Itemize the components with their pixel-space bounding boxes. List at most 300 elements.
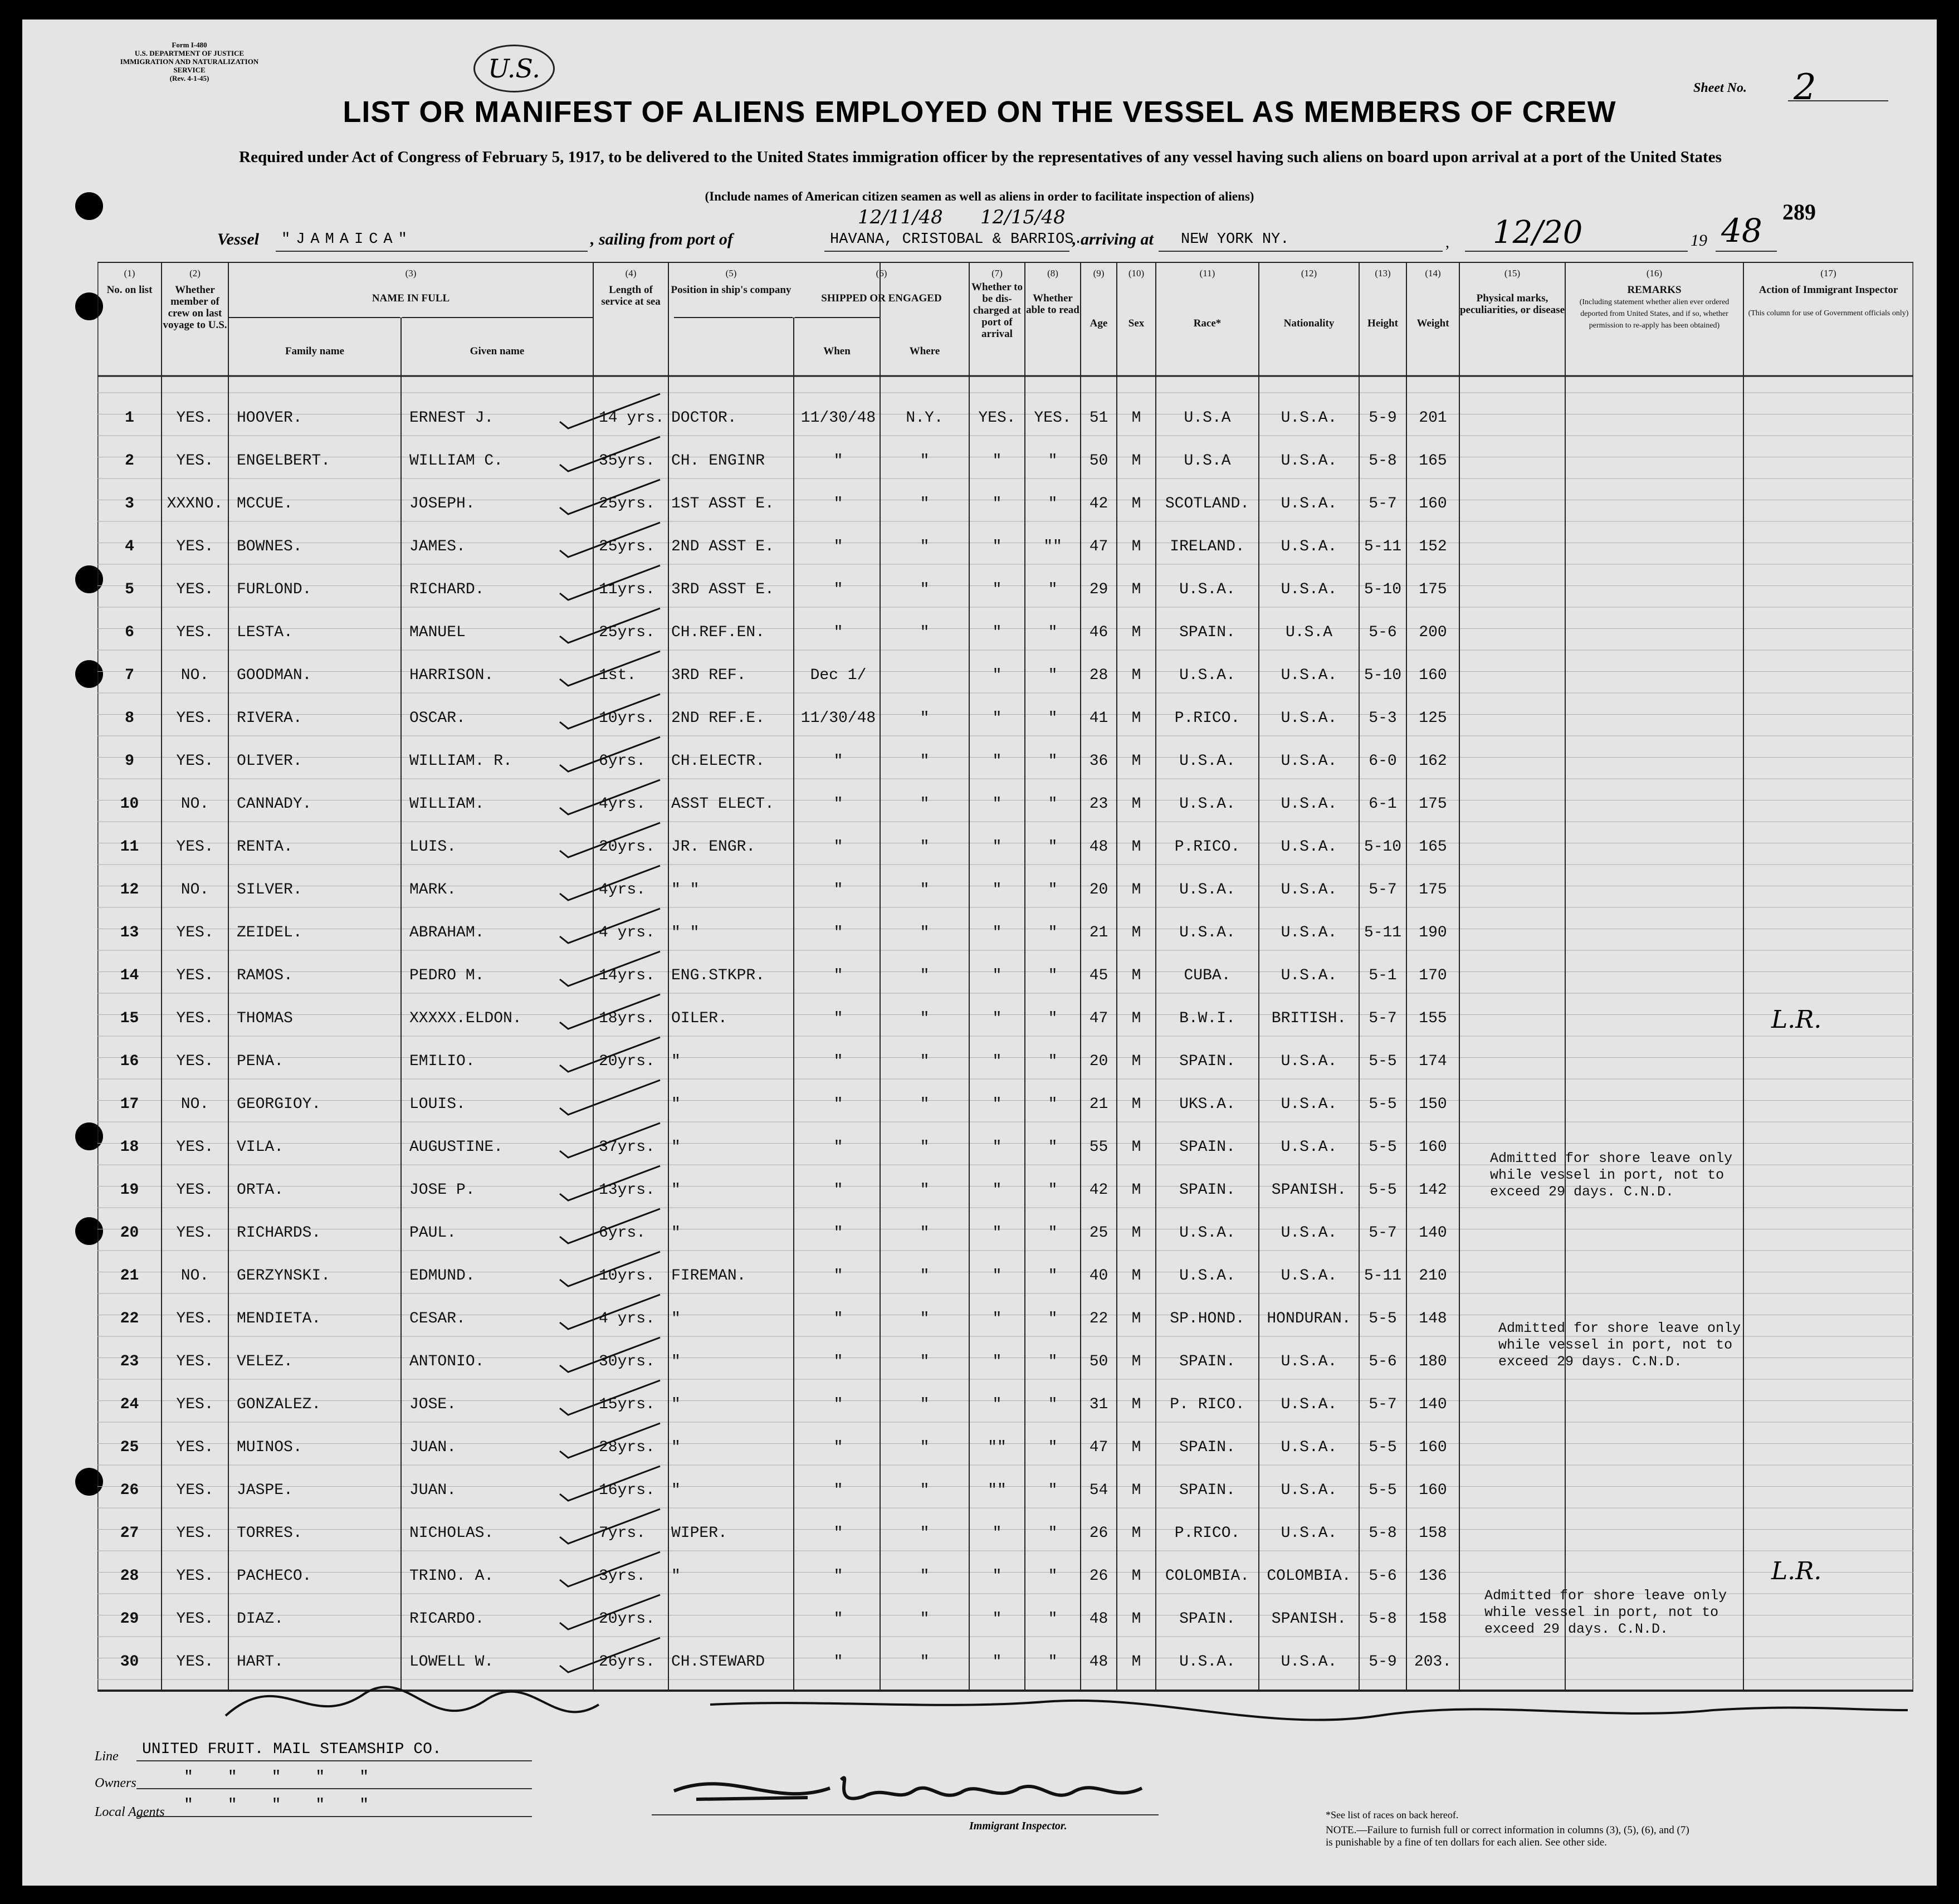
cell-no: 2 [125, 452, 134, 470]
cell-read: " [1048, 710, 1058, 727]
cell-sex: M [1131, 1525, 1141, 1542]
cell-height: 5-11 [1364, 924, 1402, 941]
cell-discharged: " [992, 1010, 1002, 1027]
cell-where: " [920, 452, 930, 470]
cell-height: 5-7 [1369, 1396, 1397, 1413]
column-number: (8) [1047, 268, 1058, 279]
cell-read: " [1048, 1482, 1058, 1499]
cell-age: 48 [1089, 838, 1108, 856]
cell-where: " [920, 881, 930, 899]
header-age: Age [1090, 318, 1108, 329]
cell-position: 3RD ASST E. [671, 581, 774, 598]
cell-given: XXXXX.ELDON. [409, 1010, 522, 1027]
cell-height: 6-0 [1369, 753, 1397, 770]
cell-nationality: U.S.A. [1281, 753, 1337, 770]
cell-no: 4 [125, 538, 134, 555]
cell-position: " [671, 1096, 681, 1113]
cell-discharged: " [992, 710, 1002, 727]
cell-when: " [833, 581, 843, 598]
cell-sex: M [1131, 881, 1141, 899]
cell-nationality: U.S.A. [1281, 1653, 1337, 1671]
year-suffix: 48 [1721, 212, 1762, 250]
cell-discharged: " [992, 1053, 1002, 1070]
cell-sex: M [1131, 1353, 1141, 1370]
cell-nationality: U.S.A. [1281, 1525, 1337, 1542]
cell-nationality: U.S.A [1285, 624, 1332, 641]
cell-discharged: " [992, 967, 1002, 984]
cell-member: YES. [176, 1224, 214, 1242]
cell-age: 42 [1089, 1182, 1108, 1199]
cell-weight: 165 [1419, 452, 1447, 470]
cell-age: 20 [1089, 881, 1108, 899]
cell-given: WILLIAM. [409, 795, 485, 813]
cell-nationality: U.S.A. [1281, 924, 1337, 941]
cell-race: IRELAND. [1170, 538, 1245, 555]
header-remarks: REMARKS [1627, 284, 1682, 296]
cell-where: " [920, 967, 930, 984]
cell-sex: M [1131, 409, 1141, 427]
cell-height: 5-10 [1364, 667, 1402, 684]
cell-no: 22 [120, 1310, 139, 1327]
cell-sex: M [1131, 1610, 1141, 1628]
cell-family: ZEIDEL. [237, 924, 302, 941]
cell-service: 13yrs. [599, 1182, 655, 1199]
cell-position: 1ST ASST E. [671, 495, 774, 512]
cell-service: 16yrs. [599, 1482, 655, 1499]
cell-when: " [833, 1182, 843, 1199]
header-name-in-full: NAME IN FULL [372, 292, 450, 304]
cell-given: RICHARD. [409, 581, 485, 598]
column-number: (14) [1425, 268, 1441, 279]
cell-service: 4yrs. [599, 881, 646, 899]
cell-given: LOWELL W. [409, 1653, 494, 1671]
cell-family: TORRES. [237, 1525, 302, 1542]
cell-when: " [833, 753, 843, 770]
cell-weight: 170 [1419, 967, 1447, 984]
cell-weight: 160 [1419, 495, 1447, 512]
cell-where: " [920, 1139, 930, 1156]
stamp-number: 289 [1782, 199, 1816, 224]
cell-sex: M [1131, 1139, 1141, 1156]
cell-height: 5-8 [1369, 1610, 1397, 1628]
cell-no: 17 [120, 1096, 139, 1113]
remark-22: Admitted for shore leave only while vessel in port, not to exceed 29 days. C.N.D. [1498, 1320, 1741, 1370]
cell-discharged: " [992, 1096, 1002, 1113]
cell-weight: 175 [1419, 881, 1447, 899]
cell-age: 54 [1089, 1482, 1108, 1499]
header-race: Race* [1193, 318, 1222, 329]
cell-where: " [920, 795, 930, 813]
cell-member: YES. [176, 1610, 214, 1628]
cell-given: EDMUND. [409, 1267, 475, 1285]
column-number: (4) [625, 268, 637, 279]
cell-height: 5-11 [1364, 1267, 1402, 1285]
cell-race: CUBA. [1184, 967, 1231, 984]
cell-when: " [833, 1653, 843, 1671]
cell-service: 28yrs. [599, 1439, 655, 1456]
cell-given: PAUL. [409, 1224, 457, 1242]
cell-discharged: " [992, 1224, 1002, 1242]
cell-position: " [671, 1310, 681, 1327]
cell-race: U.S.A. [1179, 581, 1235, 598]
cell-read: " [1048, 1610, 1058, 1628]
cell-nationality: U.S.A. [1281, 1053, 1337, 1070]
cell-member: YES. [176, 409, 214, 427]
cell-no: 26 [120, 1482, 139, 1499]
cell-discharged: "" [988, 1439, 1007, 1456]
header-discharged: Whether to be dis-charged at port of arrival [971, 281, 1023, 340]
header-whether-member: Whether member of crew on last voyage to U.S. [163, 284, 227, 331]
cell-race: U.S.A. [1179, 1224, 1235, 1242]
header-height: Height [1367, 318, 1398, 329]
cell-race: SPAIN. [1179, 1139, 1235, 1156]
cell-position: " [671, 1439, 681, 1456]
cell-weight: 152 [1419, 538, 1447, 555]
cell-weight: 140 [1419, 1224, 1447, 1242]
cell-member: YES. [176, 1053, 214, 1070]
cell-nationality: U.S.A. [1281, 495, 1337, 512]
cell-when: Dec 1/ [810, 667, 867, 684]
cell-read: " [1048, 1568, 1058, 1585]
cell-read: " [1048, 1653, 1058, 1671]
cell-weight: 160 [1419, 1439, 1447, 1456]
cell-when: " [833, 495, 843, 512]
cell-no: 9 [125, 753, 134, 770]
cell-member: YES. [176, 1010, 214, 1027]
cell-when: " [833, 1053, 843, 1070]
cell-weight: 160 [1419, 1482, 1447, 1499]
cell-race: COLOMBIA. [1165, 1568, 1250, 1585]
cell-height: 5-3 [1369, 710, 1397, 727]
cell-race: U.S.A. [1179, 924, 1235, 941]
header-sex: Sex [1128, 318, 1145, 329]
cell-family: PENA. [237, 1053, 284, 1070]
cell-age: 40 [1089, 1267, 1108, 1285]
header-where: Where [909, 345, 940, 357]
cell-when: " [833, 967, 843, 984]
cell-no: 30 [120, 1653, 139, 1671]
cell-weight: 174 [1419, 1053, 1447, 1070]
cell-discharged: " [992, 1525, 1002, 1542]
cell-position: CH.STEWARD [671, 1653, 765, 1671]
cell-given: CESAR. [409, 1310, 466, 1327]
sheet-number-label: Sheet No. [1693, 81, 1747, 95]
cell-when: " [833, 1010, 843, 1027]
cell-height: 5-5 [1369, 1310, 1397, 1327]
cell-no: 8 [125, 710, 134, 727]
cell-position: WIPER. [671, 1525, 727, 1542]
cell-when: " [833, 1224, 843, 1242]
header-able-to-read: Whether able to read [1026, 292, 1079, 316]
cell-given: OSCAR. [409, 710, 466, 727]
cell-age: 28 [1089, 667, 1108, 684]
cell-sex: M [1131, 1439, 1141, 1456]
cell-family: PACHECO. [237, 1568, 312, 1585]
cell-discharged: " [992, 495, 1002, 512]
cell-read: " [1048, 1439, 1058, 1456]
cell-height: 5-6 [1369, 1568, 1397, 1585]
cell-no: 5 [125, 581, 134, 598]
cell-where: N.Y. [906, 409, 944, 427]
cell-weight: 140 [1419, 1396, 1447, 1413]
owners-value: """"" [184, 1769, 404, 1786]
cell-age: 36 [1089, 753, 1108, 770]
cell-read: " [1048, 1310, 1058, 1327]
cell-service: 37yrs. [599, 1139, 655, 1156]
cell-family: DIAZ. [237, 1610, 284, 1628]
column-number: (6) [876, 268, 887, 279]
column-number: (2) [189, 268, 201, 279]
header-action-sub: (This column for use of Government officials only) [1748, 309, 1909, 318]
cell-discharged: " [992, 1396, 1002, 1413]
cell-where: " [920, 1010, 930, 1027]
cell-sex: M [1131, 1096, 1141, 1113]
cell-when: " [833, 795, 843, 813]
cell-service: 30yrs. [599, 1353, 655, 1370]
cell-height: 5-9 [1369, 1653, 1397, 1671]
cell-service: 25yrs. [599, 538, 655, 555]
column-number: (10) [1128, 268, 1145, 279]
cell-height: 5-10 [1364, 838, 1402, 856]
cell-discharged: " [992, 452, 1002, 470]
cell-position: " [671, 1182, 681, 1199]
cell-service: 11yrs. [599, 581, 655, 598]
cell-service: 35yrs. [599, 452, 655, 470]
cell-nationality: U.S.A. [1281, 1482, 1337, 1499]
cell-when: " [833, 1482, 843, 1499]
cell-position: CH.REF.EN. [671, 624, 765, 641]
header-position: Position in ship's company [671, 284, 792, 296]
arrival-date: 12/20 [1493, 214, 1583, 251]
cell-race: SPAIN. [1179, 1482, 1235, 1499]
cell-discharged: " [992, 581, 1002, 598]
cell-discharged: " [992, 1267, 1002, 1285]
cell-read: " [1048, 624, 1058, 641]
cell-given: JOSEPH. [409, 495, 475, 512]
cell-given: ABRAHAM. [409, 924, 485, 941]
cell-height: 5-5 [1369, 1439, 1397, 1456]
header-remarks-sub: (Including statement whether alien ever ordered deported from United States, and if so, whether permission to re-apply has been obtained) [1579, 298, 1730, 330]
cell-weight: 162 [1419, 753, 1447, 770]
cell-when: " [833, 1267, 843, 1285]
cell-family: ENGELBERT. [237, 452, 331, 470]
line-label: Line [95, 1749, 119, 1764]
cell-where: " [920, 753, 930, 770]
cell-no: 14 [120, 967, 139, 984]
cell-member: YES. [176, 1439, 214, 1456]
cell-race: SP.HOND. [1170, 1310, 1245, 1327]
cell-no: 29 [120, 1610, 139, 1628]
cell-nationality: U.S.A. [1281, 967, 1337, 984]
cell-race: U.S.A. [1179, 1653, 1235, 1671]
sailing-from-port: HAVANA, CRISTOBAL & BARRIOS. [830, 231, 1083, 248]
cell-sex: M [1131, 495, 1141, 512]
cell-given: PEDRO M. [409, 967, 485, 984]
cell-member: YES. [176, 710, 214, 727]
cell-sex: M [1131, 753, 1141, 770]
cell-sex: M [1131, 1568, 1141, 1585]
cell-position: " " [671, 881, 700, 899]
cell-height: 5-7 [1369, 881, 1397, 899]
cell-height: 5-6 [1369, 1353, 1397, 1370]
cell-height: 5-5 [1369, 1482, 1397, 1499]
cell-race: P.RICO. [1174, 1525, 1240, 1542]
cell-nationality: U.S.A. [1281, 1353, 1337, 1370]
cell-nationality: SPANISH. [1271, 1182, 1347, 1199]
header-shipped: SHIPPED OR ENGAGED [821, 292, 942, 304]
cell-where: " [920, 1353, 930, 1370]
header-given-name: Given name [470, 345, 525, 357]
cell-sex: M [1131, 795, 1141, 813]
cell-discharged: YES. [978, 409, 1016, 427]
cell-where: " [920, 1568, 930, 1585]
cell-no: 19 [120, 1182, 139, 1199]
cell-race: SPAIN. [1179, 1182, 1235, 1199]
cell-race: SPAIN. [1179, 1610, 1235, 1628]
cell-weight: 158 [1419, 1610, 1447, 1628]
cell-service: 14 yrs. [599, 409, 665, 427]
cell-no: 20 [120, 1224, 139, 1242]
cell-nationality: U.S.A. [1281, 1096, 1337, 1113]
cell-member: YES. [176, 581, 214, 598]
cell-given: LUIS. [409, 838, 457, 856]
cell-where: " [920, 1053, 930, 1070]
cell-position: ENG.STKPR. [671, 967, 765, 984]
cell-height: 5-8 [1369, 452, 1397, 470]
cell-family: GERZYNSKI. [237, 1267, 331, 1285]
cell-height: 5-10 [1364, 581, 1402, 598]
cell-nationality: U.S.A. [1281, 409, 1337, 427]
cell-read: " [1048, 795, 1058, 813]
cell-height: 5-7 [1369, 1224, 1397, 1242]
cell-service: 10yrs. [599, 710, 655, 727]
document-subnote: (Include names of American citizen seamen as well as aliens in order to facilitate inspection of aliens) [705, 189, 1254, 203]
cell-height: 5-9 [1369, 409, 1397, 427]
cell-race: U.S.A. [1179, 795, 1235, 813]
cell-discharged: " [992, 924, 1002, 941]
cell-height: 5-1 [1369, 967, 1397, 984]
cell-service: 25yrs. [599, 624, 655, 641]
cell-weight: 175 [1419, 581, 1447, 598]
cell-family: VILA. [237, 1139, 284, 1156]
cell-discharged: " [992, 667, 1002, 684]
cell-discharged: " [992, 1610, 1002, 1628]
cell-height: 5-7 [1369, 1010, 1397, 1027]
cell-family: THOMAS [237, 1010, 293, 1027]
cell-where: " [920, 1610, 930, 1628]
cell-service: 7yrs. [599, 1525, 646, 1542]
cell-nationality: U.S.A. [1281, 1439, 1337, 1456]
sheet-number-value: 2 [1794, 67, 1816, 108]
cell-age: 29 [1089, 581, 1108, 598]
cell-discharged: " [992, 753, 1002, 770]
cell-where: " [920, 1096, 930, 1113]
cell-age: 41 [1089, 710, 1108, 727]
cell-nationality: COLOMBIA. [1267, 1568, 1351, 1585]
cell-height: 5-6 [1369, 624, 1397, 641]
column-number: (12) [1301, 268, 1317, 279]
cell-race: P.RICO. [1174, 838, 1240, 856]
cell-no: 27 [120, 1525, 139, 1542]
cell-no: 11 [120, 838, 139, 856]
cell-member: YES. [176, 1396, 214, 1413]
cell-no: 28 [120, 1568, 139, 1585]
cell-sex: M [1131, 1267, 1141, 1285]
cell-nationality: SPANISH. [1271, 1610, 1347, 1628]
cell-read: " [1048, 452, 1058, 470]
cell-when: " [833, 881, 843, 899]
cell-family: GONZALEZ. [237, 1396, 321, 1413]
cell-family: HART. [237, 1653, 284, 1671]
cell-age: 25 [1089, 1224, 1108, 1242]
cell-position: OILER. [671, 1010, 727, 1027]
cell-given: TRINO. A. [409, 1568, 494, 1585]
cell-nationality: U.S.A. [1281, 1224, 1337, 1242]
cell-age: 26 [1089, 1568, 1108, 1585]
arriving-at-port: NEW YORK NY. [1181, 231, 1289, 248]
cell-member: YES. [176, 1568, 214, 1585]
cell-sex: M [1131, 1010, 1141, 1027]
cell-height: 5-11 [1364, 538, 1402, 555]
column-number: (5) [725, 268, 737, 279]
remark-19: Admitted for shore leave only while vessel in port, not to exceed 29 days. C.N.D. [1490, 1150, 1733, 1200]
cell-given: ERNEST J. [409, 409, 494, 427]
cell-discharged: "" [988, 1482, 1007, 1499]
cell-race: U.S.A. [1179, 1267, 1235, 1285]
cell-weight: 148 [1419, 1310, 1447, 1327]
cell-service: 10yrs. [599, 1267, 655, 1285]
cell-family: FURLOND. [237, 581, 312, 598]
cell-race: UKS.A. [1179, 1096, 1235, 1113]
cell-race: U.S.A. [1179, 881, 1235, 899]
cell-where: " [920, 1182, 930, 1199]
column-number: (13) [1375, 268, 1391, 279]
handwritten-date-1: 12/11/48 [858, 206, 943, 228]
cell-where: " [920, 1267, 930, 1285]
cell-where: " [920, 624, 930, 641]
cell-position: 2ND ASST E. [671, 538, 774, 555]
cell-race: U.S.A [1184, 452, 1231, 470]
cell-family: GOODMAN. [237, 667, 312, 684]
cell-age: 51 [1089, 409, 1108, 427]
cell-position: ASST ELECT. [671, 795, 774, 813]
cell-nationality: BRITISH. [1271, 1010, 1347, 1027]
cell-when: " [833, 1568, 843, 1585]
cell-where: " [920, 710, 930, 727]
cell-age: 47 [1089, 538, 1108, 555]
cell-no: 7 [125, 667, 134, 684]
cell-nationality: U.S.A. [1281, 795, 1337, 813]
cell-sex: M [1131, 1653, 1141, 1671]
cell-position: " [671, 1353, 681, 1370]
cell-weight: 155 [1419, 1010, 1447, 1027]
cell-where: " [920, 838, 930, 856]
cell-member: YES. [176, 1482, 214, 1499]
cell-given: MARK. [409, 881, 457, 899]
cell-family: LESTA. [237, 624, 293, 641]
cell-sex: M [1131, 1396, 1141, 1413]
cell-when: " [833, 1525, 843, 1542]
cell-no: 10 [120, 795, 139, 813]
cell-read: " [1048, 495, 1058, 512]
cell-read: " [1048, 1010, 1058, 1027]
cell-member: YES. [176, 753, 214, 770]
cell-when: " [833, 838, 843, 856]
sailing-from-label: , sailing from port of [590, 230, 733, 248]
inspector-initials-28: L.R. [1771, 1557, 1822, 1585]
cell-height: 5-7 [1369, 495, 1397, 512]
cell-position: " " [671, 924, 700, 941]
